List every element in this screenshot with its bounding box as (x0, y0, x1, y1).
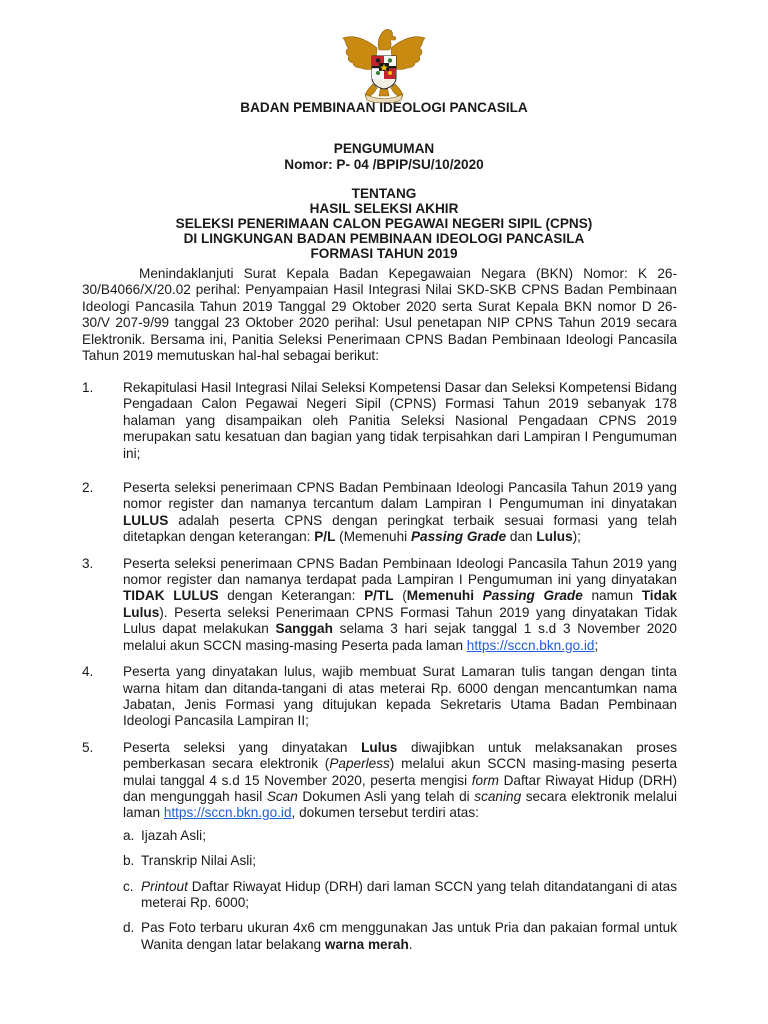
sub-item-text: Transkrip Nilai Asli; (141, 853, 257, 869)
item-text: secara elektronik melalui laman (123, 788, 677, 821)
sccn-link[interactable]: https://sccn.bkn.go.id (163, 805, 292, 821)
item-number: 4. (82, 664, 94, 680)
passing-grade-term: Passing Grade (482, 588, 583, 604)
item-text: Peserta yang dinyatakan lulus, wajib membuat Surat Lamaran tulis tangan dengan tinta warna hitam dan ditanda-tangani di atas meterai Rp. 6000 dengan mencantumkan nama Jabatan, Jenis Formasi yang ditujukan kepada Sekretaris Utama Badan Pembinaan Ideologi Pancasila Lampiran II; (123, 664, 677, 729)
item-text: ) melalui akun SCCN masing-masing peserta mulai tanggal 4 s.d 15 November 2020, peserta mengisi (123, 756, 678, 788)
sub-item-text: Pas Foto terbaru ukuran 4x6 cm menggunakan Jas untuk Pria dan pakaian formal untuk Wanita dengan latar belakang (141, 920, 677, 952)
subject-line: HASIL SELEKSI AKHIR (309, 201, 459, 216)
sub-item-letter: c. (123, 878, 134, 894)
item-number: 1. (82, 380, 94, 395)
document-requirements-list (123, 828, 677, 953)
item-text: ); (572, 529, 581, 545)
sanggah-term: Sanggah (275, 621, 333, 637)
list-item (82, 740, 677, 953)
subject-line: DI LINGKUNGAN BADAN PEMBINAAN IDEOLOGI PANCASILA (183, 231, 585, 246)
printout-term: Printout (141, 878, 188, 894)
sub-list-item (123, 828, 677, 844)
item-text: , dokumen tersebut terdiri atas: (291, 805, 479, 821)
sub-list-item (123, 853, 677, 869)
list-item (82, 556, 677, 654)
item-text: ; (594, 637, 599, 653)
lulus-term: Lulus (536, 529, 573, 545)
list-item (82, 380, 677, 462)
garuda-emblem-icon (337, 26, 431, 104)
sub-item-letter: b. (123, 853, 135, 869)
scaning-term: scaning (474, 788, 522, 804)
subject-line: SELEKSI PENERIMAAN CALON PEGAWAI NEGERI SIPIL (CPNS) (175, 216, 593, 231)
sub-item-letter: a. (123, 827, 135, 843)
subject-line: TENTANG (351, 186, 417, 201)
subject-line: FORMASI TAHUN 2019 (310, 246, 458, 261)
subject-block (0, 186, 768, 261)
item-text: Peserta seleksi penerimaan CPNS Badan Pembinaan Ideologi Pancasila Tahun 2019 yang nomor register dan namanya terdapat pada Lampiran I Pengumuman ini yang dinyatakan (123, 555, 677, 588)
sub-item-letter: d. (123, 920, 135, 936)
scan-term: Scan (266, 788, 298, 804)
item-text: Daftar Riwayat Hidup (DRH) dan mengunggah hasil (123, 772, 677, 804)
item-text: diwajibkan untuk melaksanakan proses pemberkasan secara elektronik ( (123, 739, 677, 772)
item-text: dengan Keterangan: (218, 588, 365, 604)
item-number: 2. (82, 480, 94, 496)
item-number: 5. (82, 739, 94, 755)
status-lulus: LULUS (123, 512, 169, 528)
announcement-number: Nomor: P- 04 /BPIP/SU/10/2020 (284, 157, 484, 172)
warna-merah-term: warna merah (324, 936, 409, 952)
passing-grade-term: Passing Grade (410, 529, 507, 545)
item-text: Peserta seleksi penerimaan CPNS Badan Pembinaan Ideologi Pancasila Tahun 2019 yang nomor register dan namanya tercantum dalam Lampiran I Pengumuman ini dinyatakan (123, 480, 677, 512)
item-text: Peserta seleksi yang dinyatakan (123, 739, 362, 755)
lulus-term: Lulus (361, 739, 398, 755)
sccn-link[interactable]: https://sccn.bkn.go.id (466, 637, 595, 653)
paperless-term: Paperless (329, 756, 390, 772)
item-text: ( (393, 588, 407, 604)
sub-item-text: . (408, 936, 413, 952)
item-number: 3. (82, 555, 94, 571)
status-tidak-lulus: TIDAK LULUS (123, 588, 219, 604)
item-text: dan (506, 529, 537, 545)
list-item (82, 480, 677, 546)
list-item (82, 664, 677, 730)
sub-list-item (123, 879, 677, 912)
item-text: Dokumen Asli yang telah di (297, 788, 475, 804)
item-text: selama 3 hari sejak tanggal 1 s.d 3 November 2020 melalui akun SCCN masing-masing Peserta pada laman (123, 621, 677, 653)
tidak-lulus-term: Tidak Lulus (123, 588, 678, 620)
item-text: ). Peserta seleksi Penerimaan CPNS Formasi Tahun 2019 yang dinyatakan Tidak Lulus dapat melakukan (123, 604, 677, 637)
intro-paragraph: Menindaklanjuti Surat Kepala Badan Kepegawaian Negara (BKN) Nomor: K 26-30/B4066/X/20.02 perihal: Penyampaian Hasil Integrasi Nilai SKD-SKB CPNS Badan Pembinaan Ideologi Pancasila Tahun 2019 Tanggal 29 Oktober 2020 serta Surat Kepala BKN nomor D 26-30/V 207-9/99 tanggal 23 Oktober 2020 perihal: Usul penetapan NIP CPNS Tahun 2019 secara Elektronik. Bersama ini, Panitia Seleksi Penerimaan CPNS Badan Pembinaan Ideologi Pancasila Tahun 2019 memutuskan hal-hal sebagai berikut: (82, 266, 677, 364)
item-text: namun (582, 588, 642, 604)
institution-name: BADAN PEMBINAAN IDEOLOGI PANCASILA (240, 100, 528, 115)
memenuhi-term: Memenuhi (406, 588, 474, 604)
decision-list (82, 380, 677, 971)
item-text: (Memenuhi (335, 529, 411, 545)
sub-item-text: Daftar Riwayat Hidup (DRH) dari laman SCCN yang telah ditandatangani di atas meterai Rp. 6000; (141, 878, 677, 910)
sub-list-item (123, 920, 677, 953)
item-text: adalah peserta CPNS dengan peringkat terbaik sesuai formasi yang telah ditetapkan dengan keterangan: (123, 512, 677, 545)
code-ptl: P/TL (364, 588, 394, 604)
item-text (474, 588, 483, 603)
code-pl: P/L (314, 529, 336, 545)
item-text: Rekapitulasi Hasil Integrasi Nilai Seleksi Kompetensi Dasar dan Seleksi Kompetensi Bidang Pengadaan Calon Pegawai Negeri Sipil (CPNS) Formasi Tahun 2019 sebanyak 178 halaman yang disampaikan oleh Panitia Seleksi Nasional Pengadaan CPNS 2019 merupakan satu kesatuan dan bagian yang tidak terpisahkan dari Lampiran I Pengumuman ini; (123, 380, 677, 461)
sub-item-text: Ijazah Asli; (141, 827, 206, 843)
announcement-title: PENGUMUMAN (333, 141, 435, 156)
form-term: form (471, 772, 499, 788)
